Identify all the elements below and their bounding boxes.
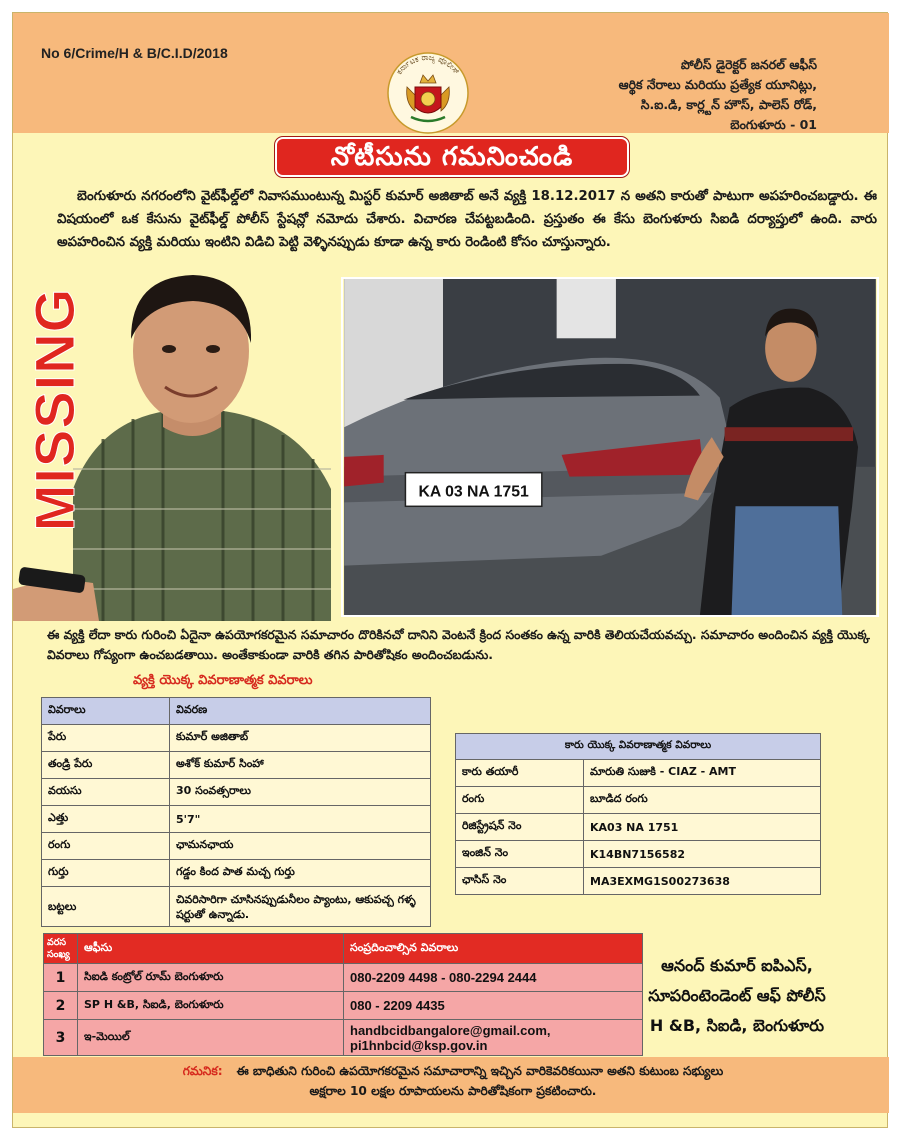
appeal-paragraph: ఈ వ్యక్తి లేదా కారు గురించి ఏదైనా ఉపయోగకరమైన సమాచారం దొరికినచో దానిని వెంటనే క్రింద సంతకం ఉన్న వారికి తెలియచేయవచ్చు. సమాచారం అందించిన వ్యక్తి యొక్క వివరాలు గోప్యంగా ఉంచబడతాయి. అంతేకాకుండా వారికి తగిన పారితోషికం అందించబడును.: [47, 627, 870, 662]
phone-numbers: 080 - 2209 4435: [344, 992, 643, 1020]
field-name: గుర్తు: [42, 860, 170, 887]
field-name: కారు తయారీ: [456, 760, 584, 787]
address-line: సి.ఐ.డి, కార్ల్టన్ హౌస్, పాలెస్ రోడ్,: [640, 97, 817, 112]
column-header: ఆఫీసు: [78, 934, 344, 964]
table-row: [42, 860, 431, 887]
serial-number: 3: [44, 1020, 78, 1056]
table-row: [42, 779, 431, 806]
table-row: [42, 752, 431, 779]
missing-person-poster: [12, 12, 888, 1128]
field-value: 30 సంవత్సరాలు: [170, 779, 431, 806]
column-header: వరస సంఖ్య: [44, 934, 78, 964]
address-line: ఆర్థిక నేరాలు మరియు ప్రత్యేక యూనిట్లు,: [618, 77, 817, 92]
field-name: ఇంజిన్ నెం: [456, 841, 584, 868]
person-details-heading: వ్యక్తి యొక్క వివరాణాత్మక వివరాలు: [133, 673, 313, 688]
car-details-table: [455, 733, 821, 895]
field-name: ఎత్తు: [42, 806, 170, 833]
karnataka-police-emblem-icon: [385, 49, 471, 135]
field-value: MA3EXMG1S00273638: [584, 868, 821, 895]
column-header: వివరణ: [170, 698, 431, 725]
table-row: [456, 868, 821, 895]
field-value: గడ్డం కింద పాత మచ్చ గుర్తు: [170, 860, 431, 887]
column-header: వివరాలు: [42, 698, 170, 725]
column-header: సంప్రదించాల్సిన వివరాలు: [344, 934, 643, 964]
field-name: తండ్రి పేరు: [42, 752, 170, 779]
office-name: సిఐడి కంట్రోల్ రూమ్ బెంగుళూరు: [78, 964, 344, 992]
address-line: పోలీస్ డైరెక్టర్ జనరల్ ఆఫీస్: [680, 57, 817, 72]
field-value: చివరిసారిగా చూసినప్పుడునీలం ప్యాంటు, ఆకుపచ్చ గళ్ళ షర్టుతో ఉన్నాడు.: [170, 887, 431, 927]
field-name: బట్టలు: [42, 887, 170, 927]
table-header-row: [44, 934, 643, 964]
email-addresses: [344, 1020, 643, 1056]
contact-table: [43, 933, 643, 1056]
table-row: [456, 841, 821, 868]
missing-label: [25, 259, 85, 559]
serial-number: 1: [44, 964, 78, 992]
field-value: బూడిద రంగు: [584, 787, 821, 814]
field-value: మారుతి సుజుకి - CIAZ - AMT: [584, 760, 821, 787]
email-address: pi1hnbcid@ksp.gov.in: [350, 1037, 488, 1053]
table-header-row: [42, 698, 431, 725]
field-value: K14BN7156582: [584, 841, 821, 868]
note-label: గమనిక:: [182, 1064, 223, 1078]
table-row: [42, 806, 431, 833]
table-row: [42, 833, 431, 860]
intro-paragraph: బెంగుళూరు నగరంలోని వైట్‌ఫీల్డ్‌లో నివాసముంటున్న మిస్టర్ కుమార్ అజితాబ్ అనే వ్యక్తి 18.12.2017 న అతని కారుతో పాటుగా అపహరించబడ్డారు. ఈ విషయంలో ఒక కేసును వైట్‌ఫీల్డ్ పోలీస్ స్టేషన్లో నమోదు చేశారు. విచారణ చేపట్టబడింది. ప్రస్తుతం ఈ కేసు బెంగుళూరు సిఐడి దర్యాప్తులో ఉంది. వారు అపహరించిన వ్యక్తి మరియు ఇంటిని విడిచి పెట్టి వెళ్ళినప్పుడు కూడా ఉన్న కారు రెండింటి కోసం చూస్తున్నారు.: [57, 189, 877, 250]
office-address: [577, 55, 817, 135]
field-name: రంగు: [456, 787, 584, 814]
table-row: [456, 787, 821, 814]
field-value: ఛామనఛాయ: [170, 833, 431, 860]
table-row: [44, 1020, 643, 1056]
table-row: [44, 992, 643, 1020]
phone-numbers: 080-2209 4498 - 080-2294 2444: [344, 964, 643, 992]
signature-line: సూపరింటెండెంట్ ఆఫ్ పోలీస్: [648, 986, 826, 1005]
field-value: KA03 NA 1751: [584, 814, 821, 841]
table-row: [44, 964, 643, 992]
table-row: [42, 725, 431, 752]
footer-line: [93, 1061, 813, 1081]
footer-note: [93, 1061, 813, 1101]
field-name: రిజిస్ట్రేషన్ నెం: [456, 814, 584, 841]
signature-line: H &B, సిఐడి, బెంగుళూరు: [649, 1016, 825, 1035]
field-value: కుమార్ అజితాబ్: [170, 725, 431, 752]
footer-line: అక్షరాల 10 లక్షల రూపాయలను పారితోషికంగా ప్రకటించారు.: [309, 1084, 597, 1098]
field-name: వయసు: [42, 779, 170, 806]
footer-line-text: ఈ బాధితుని గురించి ఉపయోగకరమైన సమాచారాన్ని ఇచ్చిన వారికెవరికయినా అతని కుటుంబ సభ్యులు: [236, 1064, 724, 1078]
signature-line: ఆనంద్ కుమార్ ఐపిఎస్,: [661, 956, 813, 975]
missing-text: MISSING: [23, 287, 87, 531]
table-row: [42, 887, 431, 927]
emblem-text: ಕರ್ನಾಟಕ ರಾಜ್ಯ ಪೊಲೀಸ್: [394, 52, 462, 77]
address-line: బెంగుళూరు - 01: [730, 117, 817, 132]
field-value: 5'7": [170, 806, 431, 833]
person-with-car-photo: [341, 277, 879, 617]
serial-number: 2: [44, 992, 78, 1020]
office-name: SP H &B, సిఐడి, బెంగుళూరు: [78, 992, 344, 1020]
email-address: handbcidbangalore@gmail.com,: [350, 1022, 551, 1038]
car-details-heading: కారు యొక్క వివరాణాత్మక వివరాలు: [456, 734, 821, 760]
office-name: ఇ-మెయిల్: [78, 1020, 344, 1056]
car-plate-text: KA 03 NA 1751: [418, 483, 529, 501]
notice-title: నోటీసును గమనించండి: [275, 137, 629, 177]
person-details-table: [41, 697, 431, 927]
field-value: అశోక్ కుమార్ సింహా: [170, 752, 431, 779]
field-name: ఛాసిస్ నెం: [456, 868, 584, 895]
case-number: No 6/Crime/H & B/C.I.D/2018: [41, 45, 228, 61]
table-row: [456, 760, 821, 787]
signature-block: [627, 951, 847, 1041]
table-header-row: [456, 734, 821, 760]
field-name: పేరు: [42, 725, 170, 752]
field-name: రంగు: [42, 833, 170, 860]
table-row: [456, 814, 821, 841]
